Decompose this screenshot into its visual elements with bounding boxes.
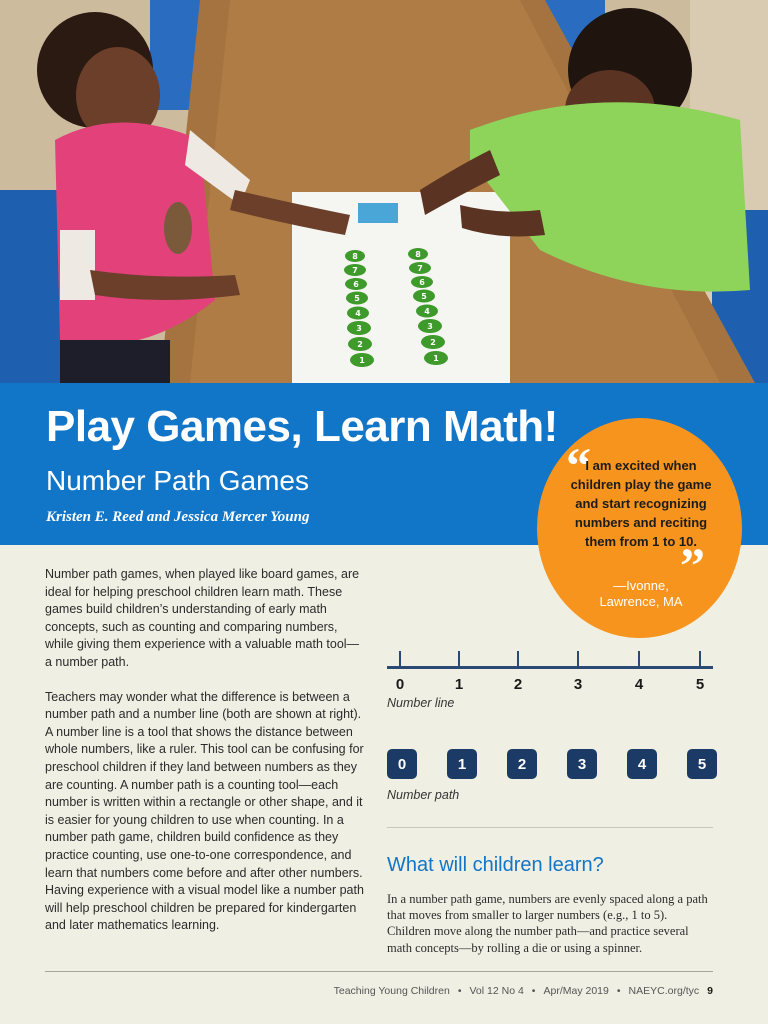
section-heading: What will children learn? (387, 854, 604, 876)
section-body: In a number path game, numbers are evenly spaced along a path that moves from smaller to larger numbers (e.g., 1 to 5). Children move along the number path—and practice several math concepts—by rolling a die or using a spinner. (387, 892, 708, 955)
number-line-tick (699, 651, 701, 668)
board-right-number: 1 (433, 354, 439, 363)
number-line-axis (387, 666, 713, 669)
footer-volume: Vol 12 No 4 (469, 985, 524, 997)
number-path-box: 3 (567, 749, 597, 779)
body-paragraph: Number path games, when played like board games, are ideal for helping preschool children learn math. These games build children’s understanding of early math concepts, such as counting and comparing numbers, while giving them experience with a valuable math tool—a number path. (45, 567, 360, 669)
quote-text: I am excited when children play the game and start recognizing numbers and reciting them from 1 to 10. (570, 458, 712, 549)
board-right-number: 6 (419, 278, 425, 287)
number-line-tick (577, 651, 579, 668)
number-line-label: 5 (695, 676, 705, 693)
article-body (45, 566, 365, 952)
number-path-box: 5 (687, 749, 717, 779)
article-subtitle: Number Path Games (46, 465, 309, 496)
open-quote-icon: “ (566, 437, 591, 493)
quote-attribution (566, 578, 716, 610)
board-right-number: 8 (415, 250, 421, 259)
board-left-number: 5 (354, 294, 360, 303)
number-line-tick (458, 651, 460, 668)
board-left-number: 8 (352, 252, 358, 261)
page-footer (334, 985, 713, 997)
board-right-number: 7 (417, 264, 423, 273)
number-path-box: 1 (447, 749, 477, 779)
board-left-number: 6 (353, 280, 359, 289)
number-line-label: 2 (513, 676, 523, 693)
section-divider (387, 827, 713, 828)
body-paragraph: Teachers may wonder what the difference is between a number path and a number line (both are shown at right). A number line is a tool that shows the distance between whole numbers, like a ruler. This tool can be confusing for preschool children if they land between numbers as they are counting. A number path is a counting tool—each number is written within a rectangle or other shape, and it is easier for young children to use when counting. In a number path game, children build confidence as they practice counting, use one-to-one correspondence, and learn that numbers come before and after other numbers. Having experience with a visual model like a number path will help preschool children be prepared for kindergarten and later mathematics learning. (45, 689, 364, 933)
footer-separator: • (616, 985, 621, 997)
board-left-number: 1 (359, 356, 365, 365)
footer-rule (45, 971, 713, 972)
footer-separator: • (531, 985, 536, 997)
number-line-tick (638, 651, 640, 668)
number-path-box: 0 (387, 749, 417, 779)
article-authors: Kristen E. Reed and Jessica Mercer Young (46, 509, 310, 525)
classroom-photo-illustration (0, 0, 768, 383)
number-line-caption: Number line (387, 696, 455, 710)
board-right-number: 4 (424, 307, 430, 316)
board-right-number: 2 (430, 338, 436, 347)
close-quote-icon: ” (680, 537, 705, 593)
board-left-number: 2 (357, 340, 363, 349)
board-left-number: 7 (352, 266, 358, 275)
quote-attribution-name: —Ivonne, (613, 578, 669, 593)
number-path-caption: Number path (387, 788, 460, 802)
footer-issue-date: Apr/May 2019 (543, 985, 609, 997)
footer-url[interactable]: NAEYC.org/tyc (628, 985, 700, 997)
number-line-label: 4 (634, 676, 644, 693)
number-line-label: 0 (395, 676, 405, 693)
board-left-number: 3 (356, 324, 362, 333)
footer-separator: • (457, 985, 462, 997)
hero-photo (0, 0, 768, 383)
number-path-box: 2 (507, 749, 537, 779)
number-path-box: 4 (627, 749, 657, 779)
board-left-number: 4 (355, 309, 361, 318)
page-number: 9 (707, 985, 713, 997)
number-line-label: 3 (573, 676, 583, 693)
board-right-number: 5 (421, 292, 427, 301)
number-line-label: 1 (454, 676, 464, 693)
article-title: Play Games, Learn Math! (46, 402, 558, 451)
board-right-number: 3 (427, 322, 433, 331)
number-line-tick (517, 651, 519, 668)
quote-attribution-place: Lawrence, MA (599, 594, 683, 609)
footer-publication: Teaching Young Children (333, 985, 450, 997)
number-line-tick (399, 651, 401, 668)
